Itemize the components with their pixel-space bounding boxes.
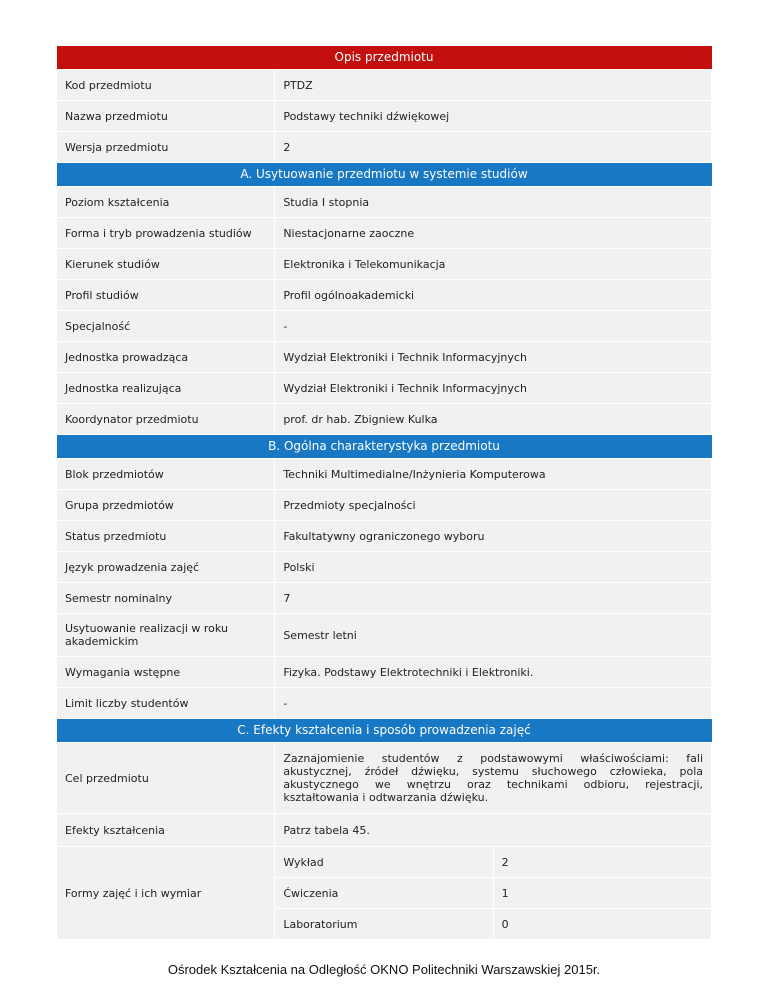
row-label: Profil studiów bbox=[57, 280, 275, 311]
row-value: Niestacjonarne zaoczne bbox=[275, 218, 712, 249]
row-value: Profil ogólnoakademicki bbox=[275, 280, 712, 311]
form-name: Wykład bbox=[275, 847, 493, 878]
row-value: Podstawy techniki dźwiękowej bbox=[275, 101, 712, 132]
course-table bbox=[56, 46, 712, 940]
table-row bbox=[57, 743, 712, 814]
table-row bbox=[57, 373, 712, 404]
course-description bbox=[56, 46, 712, 940]
table-row bbox=[57, 404, 712, 435]
section-title: Opis przedmiotu bbox=[57, 46, 712, 70]
row-label: Forma i tryb prowadzenia studiów bbox=[57, 218, 275, 249]
form-name: Ćwiczenia bbox=[275, 878, 493, 909]
table-row bbox=[57, 249, 712, 280]
row-value: Wydział Elektroniki i Technik Informacyjnych bbox=[275, 342, 712, 373]
row-label: Limit liczby studentów bbox=[57, 688, 275, 719]
row-value: Semestr letni bbox=[275, 614, 712, 657]
row-value: Studia I stopnia bbox=[275, 187, 712, 218]
table-row bbox=[57, 70, 712, 101]
form-hours: 0 bbox=[493, 909, 711, 940]
table-row bbox=[57, 814, 712, 847]
header-row bbox=[57, 46, 712, 70]
row-value: Przedmioty specjalności bbox=[275, 490, 712, 521]
section-a-header bbox=[57, 163, 712, 187]
table-row bbox=[57, 688, 712, 719]
table-row bbox=[57, 342, 712, 373]
section-title: B. Ogólna charakterystyka przedmiotu bbox=[57, 435, 712, 459]
form-hours: 2 bbox=[493, 847, 711, 878]
form-hours: 1 bbox=[493, 878, 711, 909]
row-value: 7 bbox=[275, 583, 712, 614]
row-value: - bbox=[275, 688, 712, 719]
row-label: Język prowadzenia zajęć bbox=[57, 552, 275, 583]
table-row bbox=[57, 311, 712, 342]
formy-label: Formy zajęć i ich wymiar bbox=[57, 847, 275, 940]
table-row bbox=[57, 521, 712, 552]
row-value: PTDZ bbox=[275, 70, 712, 101]
row-value: Fizyka. Podstawy Elektrotechniki i Elektroniki. bbox=[275, 657, 712, 688]
row-value: Techniki Multimedialne/Inżynieria Komputerowa bbox=[275, 459, 712, 490]
row-label: Specjalność bbox=[57, 311, 275, 342]
row-label: Koordynator przedmiotu bbox=[57, 404, 275, 435]
table-row bbox=[57, 614, 712, 657]
row-label: Kierunek studiów bbox=[57, 249, 275, 280]
table-row bbox=[57, 552, 712, 583]
row-label: Poziom kształcenia bbox=[57, 187, 275, 218]
table-row bbox=[57, 657, 712, 688]
efekty-label: Efekty kształcenia bbox=[57, 814, 275, 847]
row-label: Grupa przedmiotów bbox=[57, 490, 275, 521]
table-row bbox=[57, 583, 712, 614]
section-c-header bbox=[57, 719, 712, 743]
row-value: Elektronika i Telekomunikacja bbox=[275, 249, 712, 280]
row-value: prof. dr hab. Zbigniew Kulka bbox=[275, 404, 712, 435]
row-label: Jednostka realizująca bbox=[57, 373, 275, 404]
row-label: Wersja przedmiotu bbox=[57, 132, 275, 163]
table-row bbox=[57, 847, 712, 878]
section-title: C. Efekty kształcenia i sposób prowadzenia zajęć bbox=[57, 719, 712, 743]
row-value: Polski bbox=[275, 552, 712, 583]
form-name: Laboratorium bbox=[275, 909, 493, 940]
table-row bbox=[57, 490, 712, 521]
row-label: Kod przedmiotu bbox=[57, 70, 275, 101]
row-value: 2 bbox=[275, 132, 712, 163]
row-value: - bbox=[275, 311, 712, 342]
page-footer: Ośrodek Kształcenia na Odległość OKNO Politechniki Warszawskiej 2015r. bbox=[167, 962, 601, 977]
table-row bbox=[57, 218, 712, 249]
row-value: Wydział Elektroniki i Technik Informacyjnych bbox=[275, 373, 712, 404]
table-row bbox=[57, 101, 712, 132]
efekty-value: Patrz tabela 45. bbox=[275, 814, 712, 847]
table-row bbox=[57, 187, 712, 218]
row-label: Status przedmiotu bbox=[57, 521, 275, 552]
row-label: Nazwa przedmiotu bbox=[57, 101, 275, 132]
cel-label: Cel przedmiotu bbox=[57, 743, 275, 814]
row-label: Jednostka prowadząca bbox=[57, 342, 275, 373]
section-title: A. Usytuowanie przedmiotu w systemie studiów bbox=[57, 163, 712, 187]
table-row bbox=[57, 280, 712, 311]
table-row bbox=[57, 132, 712, 163]
section-b-header bbox=[57, 435, 712, 459]
row-label: Usytuowanie realizacji w roku akademickim bbox=[57, 614, 275, 657]
row-label: Wymagania wstępne bbox=[57, 657, 275, 688]
row-value: Fakultatywny ograniczonego wyboru bbox=[275, 521, 712, 552]
row-label: Semestr nominalny bbox=[57, 583, 275, 614]
row-label: Blok przedmiotów bbox=[57, 459, 275, 490]
table-row bbox=[57, 459, 712, 490]
cel-value: Zaznajomienie studentów z podstawowymi właściwościami: fali akustycznej, źródeł dźwięku, systemu słuchowego człowieka, pola akustycznego we wnętrzu oraz technikami odbioru, rejestracji, kształtowania i odtwarzania dźwięku. bbox=[275, 743, 712, 814]
